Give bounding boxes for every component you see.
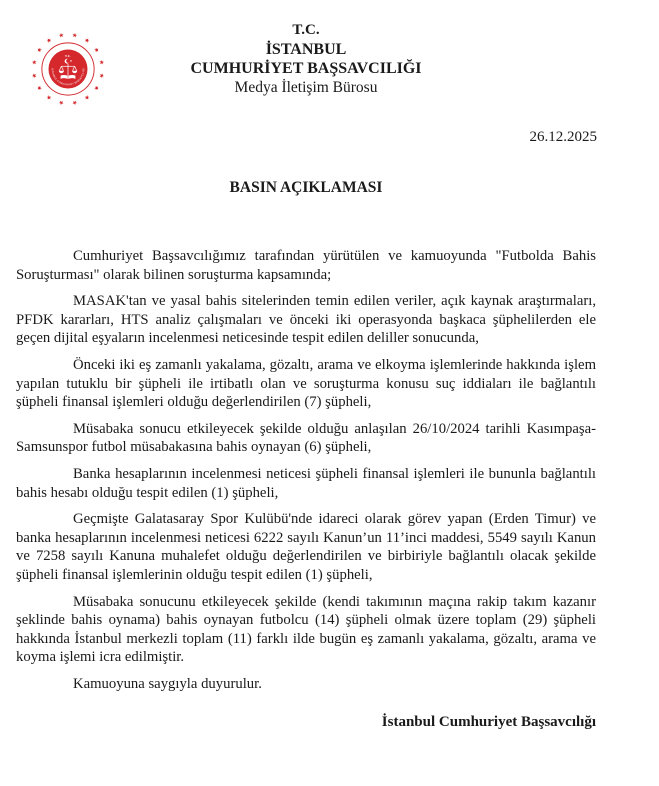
document-title: BASIN AÇIKLAMASI <box>229 179 383 196</box>
emblem-tc-text: T.C. <box>64 53 72 58</box>
document-date: 26.12.2025 <box>529 129 597 145</box>
letterhead-office: CUMHURİYET BAŞSAVCILIĞI <box>190 60 422 77</box>
emblem-ring-text: İSTANBUL CUMHURİYET BAŞSAVCILIĞI <box>50 68 86 87</box>
body-paragraph-4: Müsabaka sonucu etkileyecek şekilde olduğu anlaşılan 26/10/2024 tarihli Kasımpaşa-Samsunspor futbol müsabakasına bahis oynayan (6) şüpheli, <box>16 420 596 456</box>
justice-emblem <box>29 30 107 108</box>
body-paragraph-6: Geçmişte Galatasaray Spor Kulübü'nde idareci olarak görev yapan (Erden Timur) ve banka hesaplarının incelenmesi neticesi 6222 sayılı Kanun’un 11’inci maddesi, 5549 sayılı Kanun ve 7258 sayılı Kanuna muhalefet olduğu değerlendirilen ve birbiriyle bağlantılı olacak şekilde şüpheli finansal işlemlerinin olduğu tespit edilen (1) şüpheli, <box>16 511 596 583</box>
body-paragraph-1: Cumhuriyet Başsavcılığımız tarafından yürütülen ve kamuoyunda "Futbolda Bahis Soruşturması" olarak bilinen soruşturma kapsamında; <box>16 248 596 283</box>
body-paragraph-7: Müsabaka sonucunu etkileyecek şekilde (kendi takımının maçına rakip takım kazanır şeklinde bahis oynama) bahis oynayan futbolcu (14) şüpheli olmak üzere toplam (29) şüpheli hakkında İstanbul merkezli toplam (11) farklı ilde bugün eş zamanlı yakalama, gözaltı, arama ve koyma işlemi icra edilmiştir. <box>16 593 596 666</box>
justice-emblem-svg <box>29 30 107 108</box>
signature: İstanbul Cumhuriyet Başsavcılığı <box>381 714 596 731</box>
body-paragraph-5: Banka hesaplarının incelenmesi neticesi şüpheli finansal işlemleri ile bununla bağlantılı bahis hesabı olduğu tespit edilen (1) şüpheli, <box>16 465 596 501</box>
letterhead-bureau: Medya İletişim Bürosu <box>234 79 378 96</box>
body-paragraph-2: MASAK'tan ve yasal bahis sitelerinden temin edilen veriler, açık kaynak araştırmaları, PFDK kararları, HTS analiz çalışmaları ve önceki iki operasyonda başkaca şüphelilerden ele geçen dijital eşyaların incelenmesi neticesinde tespit edilen deliller sonucunda, <box>16 293 596 347</box>
letterhead-city: İSTANBUL <box>265 41 347 58</box>
body-paragraph-3: Önceki iki eş zamanlı yakalama, gözaltı, arama ve elkoyma işlemlerinde hakkında işlem yapılan tutuklu bir şüpheli ile irtibatlı olan ve soruşturma konusu suç iddiaları ile bağlantılı şüpheli finansal işlemleri olduğu değerlendirilen (7) şüpheli, <box>16 356 596 411</box>
body-paragraph-8: Kamuoyuna saygıyla duyurulur. <box>73 675 262 692</box>
letterhead-tc: T.C. <box>292 22 320 38</box>
